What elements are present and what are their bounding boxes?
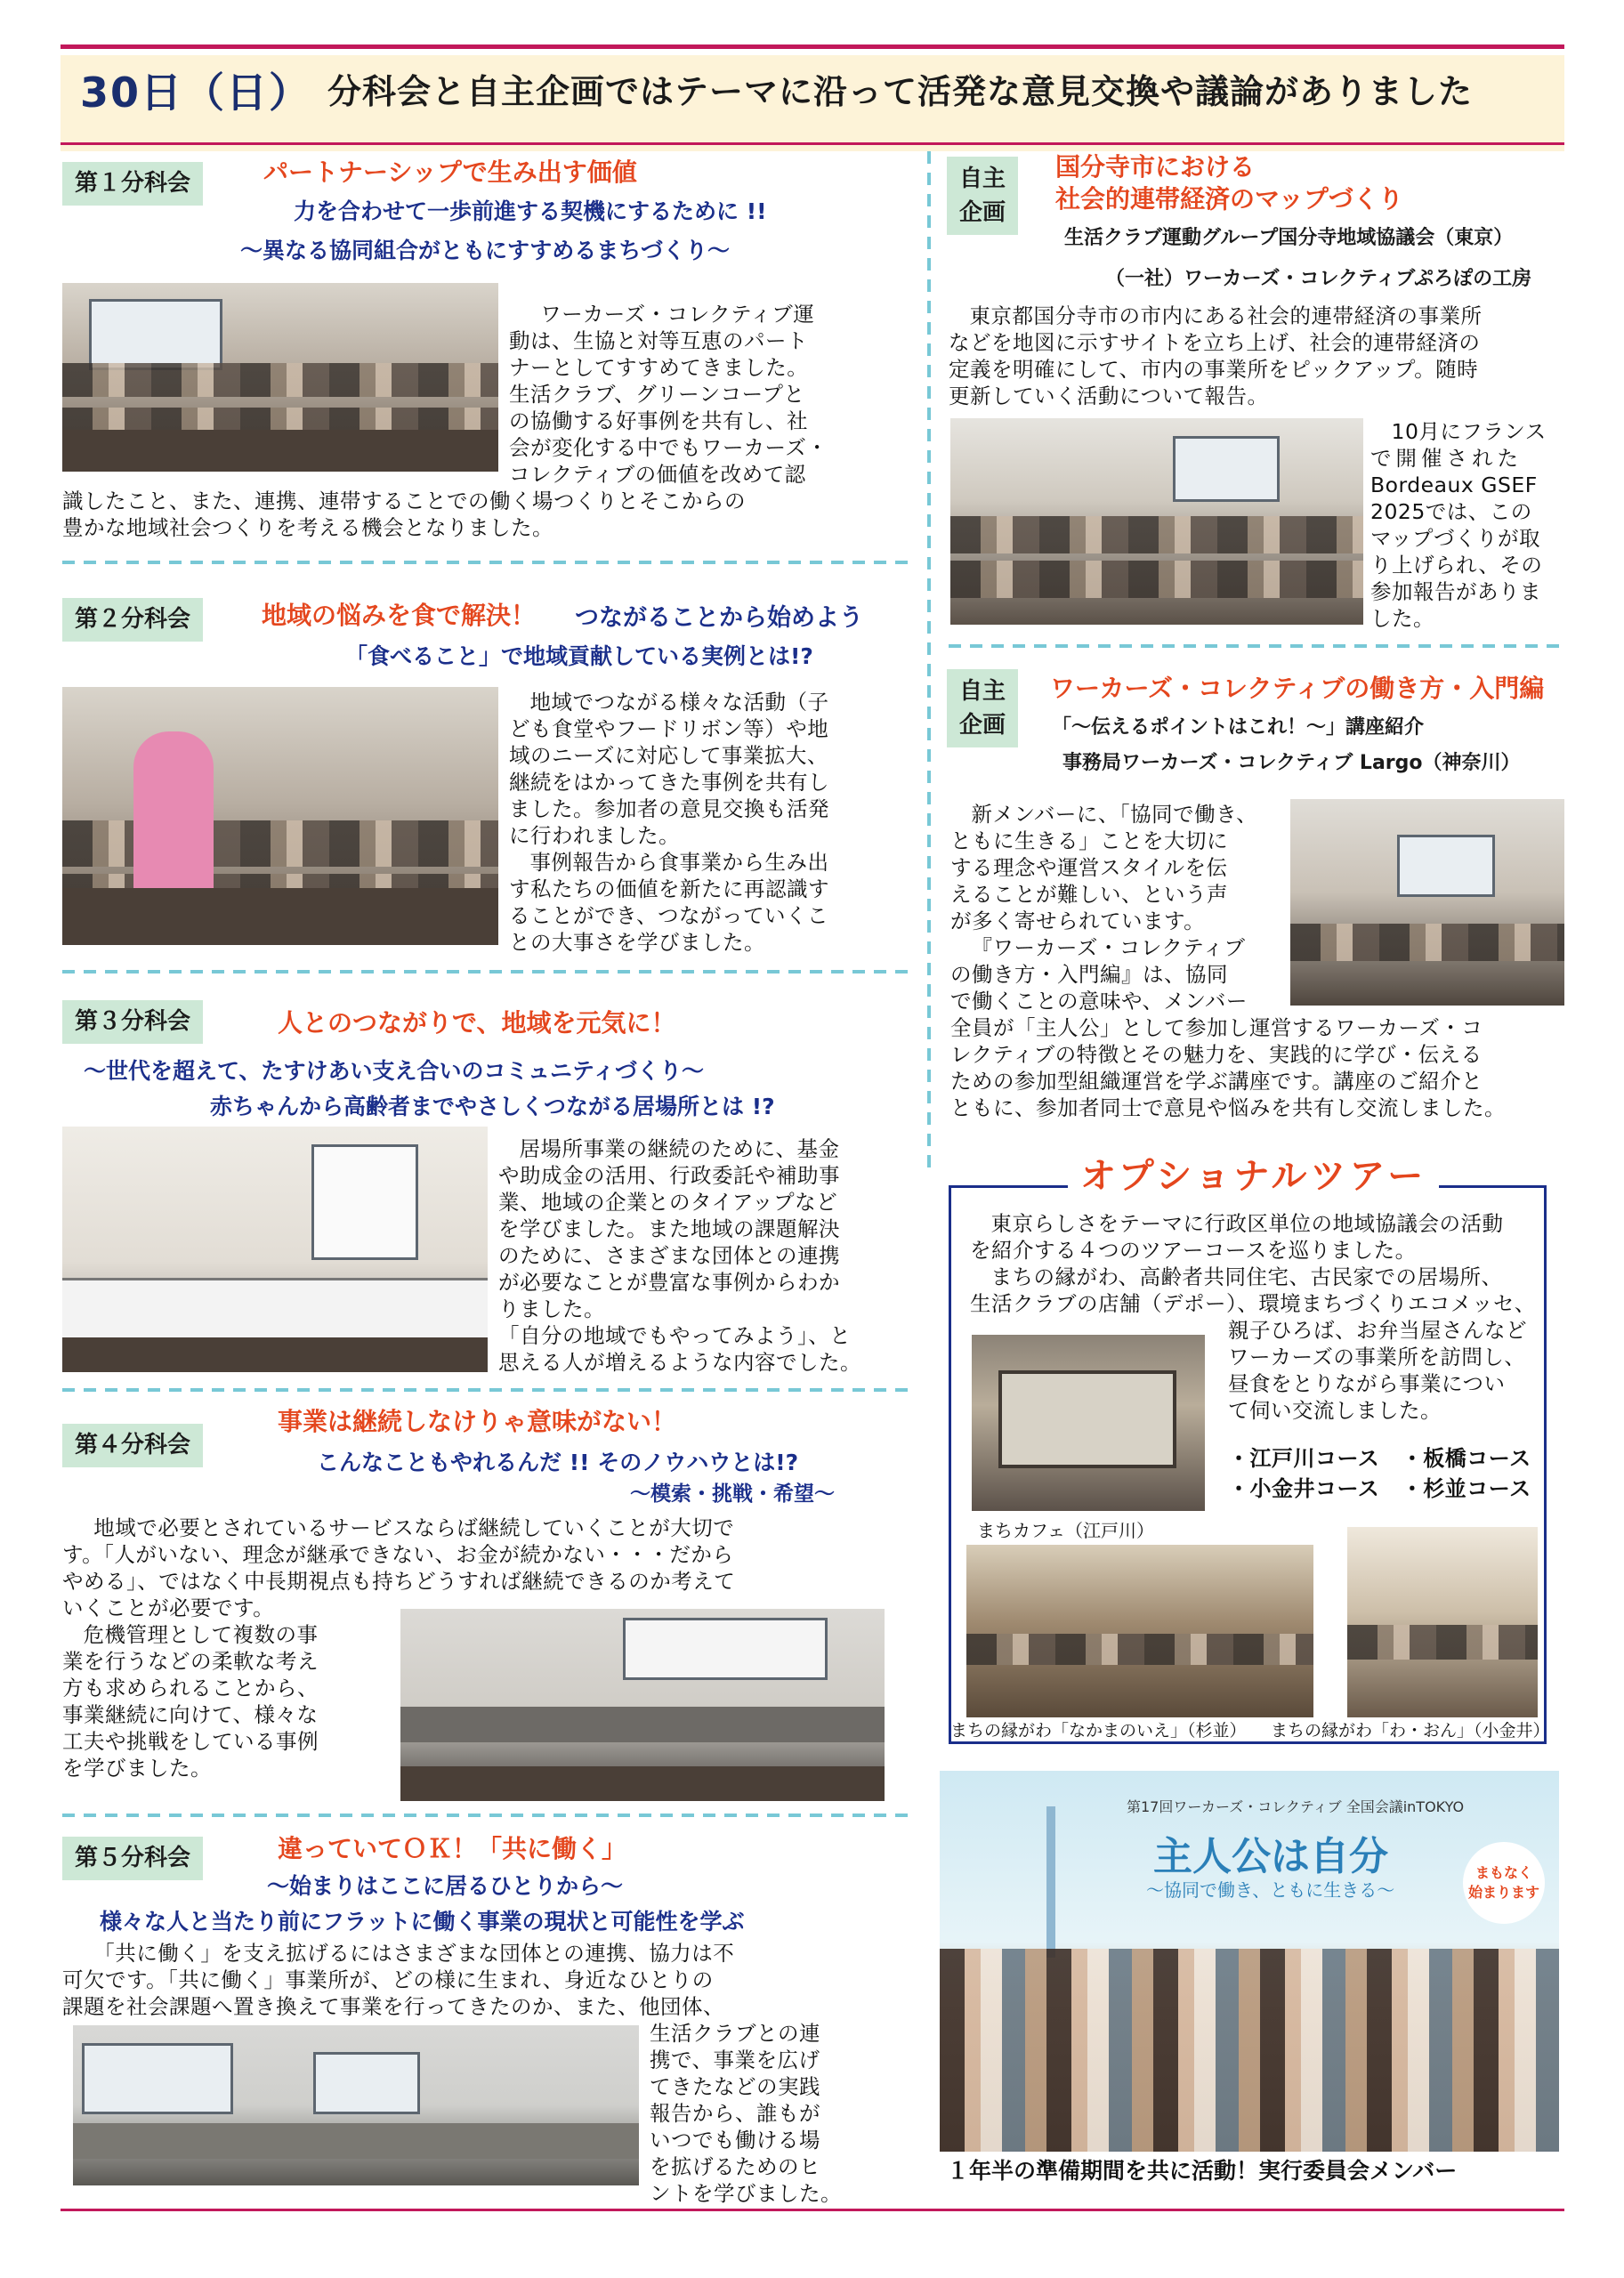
course-suginami: ・杉並コース — [1401, 1476, 1531, 1501]
s1-label: 第１分科会 — [62, 162, 203, 206]
s4-label: 第４分科会 — [62, 1424, 203, 1467]
course-itabashi: ・板橋コース — [1401, 1446, 1531, 1471]
tower-graphic — [1046, 1806, 1055, 1958]
group-photo — [940, 1771, 1559, 2152]
s1-title: パートナーシップで生み出す価値 — [263, 158, 637, 187]
s1-subtitle-1: 力を合わせて一歩前進する契機にするために !! — [294, 198, 767, 224]
tour-caption-3: まちの縁がわ「わ・おん」（小金井） — [1271, 1721, 1550, 1741]
banner-main-text: 主人公は自分 — [1153, 1834, 1388, 1879]
s1-body: ワーカーズ・コレクティブ運 動は、生協と対等互恵のパート ナーとしてすすめてきました。 生活クラブ、グリーンコープと の協働する好事例を共有し、社 会が変化する中でもワーカーズ・ コレクティブの価値を改めて認 — [509, 302, 828, 487]
s5-title: 違っていてＯＫ！「共に働く」 — [278, 1834, 627, 1863]
s3-title: 人とのつながりで、地域を元気に！ — [278, 1008, 676, 1038]
j1-divider — [949, 644, 1563, 648]
s2-body: 地域でつながる様々な活動（子 ども食堂やフードリボン等）や地 域のニーズに対応して事業拡大、 継続をはかってきた事例を共有し ました。参加者の意見交換も活発 に行われました。 事例報告から食事業から生み出 す私たちの価値を新たに再認識す ることができ、つながっていくこ との大事さを学びました。 — [509, 690, 829, 955]
s5-body: 生活クラブとの連 携で、事業を広げ てきたなどの実践 報告から、誰もが いつでも働ける場 を拡げるためのヒ ントを学びました。 — [650, 2021, 842, 2206]
s3-body: 居場所事業の継続のために、基金 や助成金の活用、行政委託や補助事 業、地域の企業とのタイアップなど を学びました。また地域の課題解決 のために、さまざまな団体との連携 が必要なことが豊富な事例からわか りました。 「自分の地域でもやってみよう」、と 思える人が増えるような内容でした。 — [498, 1136, 861, 1375]
s1-body-wide: 識したこと、また、連携、連帯することでの働く場つくりとそこからの 豊かな地域社会つくりを考える機会となりました。 — [62, 489, 746, 540]
s4-photo — [400, 1609, 885, 1801]
tour-photo-1 — [972, 1335, 1205, 1511]
header-title: 分科会と自主企画ではテーマに沿って活発な意見交換や議論がありました — [327, 72, 1474, 111]
group-caption: １年半の準備期間を共に活動！実行委員会メンバー — [947, 2158, 1458, 2184]
tour-courses — [1228, 1443, 1548, 1504]
j2-org: 事務局ワーカーズ・コレクティブ Largo（神奈川） — [1062, 752, 1521, 774]
header-bottom-rule — [61, 142, 1564, 145]
header-date: 30日（日） — [80, 69, 312, 117]
s4-subtitle-1: こんなこともやれるんだ !! そのノウハウとは!? — [317, 1450, 799, 1475]
tour-title: オプショナルツアー — [1068, 1148, 1439, 1199]
j2-title: ワーカーズ・コレクティブの働き方・入門編 — [1050, 674, 1545, 703]
banner-sub-text: ～協同で働き、ともに生きる～ — [1146, 1879, 1395, 1901]
course-edogawa: ・江戸川コース — [1228, 1446, 1380, 1471]
s2-title-red: 地域の悩みを食で解決！ — [262, 601, 537, 630]
s2-label: 第２分科会 — [62, 598, 203, 642]
s5-photo — [73, 2025, 639, 2185]
j2-label: 自主 企画 — [947, 669, 1018, 747]
s5-label: 第５分科会 — [62, 1837, 203, 1880]
tour-body-wide: 東京らしさをテーマに行政区単位の地域協議会の活動 を紹介する４つのツアーコースを巡りました。 まちの縁がわ、高齢者共同住宅、古民家での居場所、 生活クラブの店舗（デポー）、環境まちづくりエコメッセ、 — [970, 1211, 1536, 1316]
s3-label: 第３分科会 — [62, 1000, 203, 1044]
course-koganei: ・小金井コース — [1228, 1476, 1380, 1501]
s5-subtitle-2: 様々な人と当たり前にフラットに働く事業の現状と可能性を学ぶ — [100, 1909, 745, 1935]
j2-photo — [1290, 799, 1564, 1006]
s4-divider — [62, 1814, 908, 1817]
tour-caption-2: まちの縁がわ「なかまのいえ」（杉並） — [950, 1721, 1247, 1741]
s4-subtitle-2: ～模索・挑戦・希望～ — [630, 1482, 835, 1506]
s2-divider — [62, 970, 908, 973]
j1-body: 10月にフランス で開催された Bordeaux GSEF 2025では、この マップづくりが取 り上げられ、その 参加報告がありま した。 — [1370, 419, 1547, 631]
s2-photo — [62, 687, 498, 945]
s5-body-wide: 「共に働く」を支え拡げるにはさまざまな団体との連携、協力は不 可欠です。「共に働く」事業所が、どの様に生まれ、身近なひとりの 課題を社会課題へ置き換えて事業を行ってきたのか、また、他団体、 — [62, 1941, 735, 2019]
s2-subtitle: 「食べること」で地域貢献している実例とは!? — [345, 643, 813, 669]
s2-title-blue: つながることから始めよう — [575, 604, 863, 632]
j1-org-2: （一社）ワーカーズ・コレクティブぷろぽの工房 — [1105, 268, 1532, 290]
j1-title-1: 国分寺市における — [1055, 152, 1256, 182]
s3-subtitle-2: 赤ちゃんから高齢者までやさしくつながる居場所とは !? — [210, 1094, 775, 1119]
s4-body: 危機管理として複数の事 業を行うなどの柔軟な考え 方も求められることから、 事業継続に向けて、様々な 工夫や挑戦をしている事例 を学びました。 — [62, 1622, 319, 1781]
s4-body-wide: 地域で必要とされているサービスならば継続していくことが大切で す。「人がいない、理念が継承できない、お金が続かない・・・だから やめる」、ではなく中長期視点も持ちどうすれば継続できるのか考えて いくことが必要です。 — [62, 1515, 736, 1620]
s3-subtitle-1: ～世代を超えて、たすけあい支え合いのコミュニティづくり～ — [84, 1058, 705, 1084]
s1-divider — [62, 561, 908, 564]
bottom-rule — [61, 2209, 1564, 2211]
j2-body-wide: 全員が「主人公」として参加し運営するワーカーズ・コ レクティブの特徴とその魅力を、実践的に学び・伝える ための参加型組織運営を学ぶ講座です。講座のご紹介と ともに、参加者同士で意見や悩みを共有し交流しました。 — [950, 1015, 1506, 1120]
group-people — [940, 1949, 1559, 2152]
j1-title-2: 社会的連帯経済のマップづくり — [1055, 184, 1403, 214]
banner-soon: まもなく 始まります — [1463, 1842, 1545, 1924]
j1-photo — [950, 418, 1363, 625]
tour-photo-2 — [966, 1545, 1313, 1717]
tour-photo-3 — [1347, 1527, 1538, 1717]
tour-body: 親子ひろば、お弁当屋さんなど ワーカーズの事業所を訪問し、 昼食をとりながら事業につい て伺い交流しました。 — [1228, 1318, 1527, 1423]
s3-photo — [62, 1127, 488, 1372]
j1-label: 自主 企画 — [947, 157, 1018, 235]
j1-body-wide: 東京都国分寺市の市内にある社会的連帯経済の事業所 などを地図に示すサイトを立ち上げ、社会的連帯経済の 定義を明確にして、市内の事業所をピックアップ。随時 更新していく活動について報告。 — [949, 303, 1483, 408]
j2-body: 新メンバーに、「協同で働き、 ともに生きる」ことを大切に する理念や運営スタイルを伝 えることが難しい、という声 が多く寄せられています。 『ワーカーズ・コレクティブ の働き方・入門編』は、協同 で働くことの意味や、メンバー — [950, 802, 1258, 1014]
s4-title: 事業は継続しなけりゃ意味がない！ — [278, 1407, 677, 1436]
top-rule — [61, 44, 1564, 49]
tour-caption-1: まちカフェ（江戸川） — [977, 1520, 1154, 1541]
j2-subtitle: 「～伝えるポイントはこれ！～」講座紹介 — [1052, 716, 1425, 739]
s3-divider — [62, 1388, 908, 1392]
s1-photo — [62, 283, 498, 472]
banner-small-text: 第17回ワーカーズ・コレクティブ 全国会議inTOKYO — [1127, 1798, 1465, 1815]
j1-org-1: 生活クラブ運動グループ国分寺地域協議会（東京） — [1064, 227, 1514, 249]
column-divider — [927, 151, 931, 1175]
s1-subtitle-2: ～異なる協同組合がともにすすめるまちづくり～ — [240, 238, 731, 263]
s5-subtitle-1: ～始まりはここに居るひとりから～ — [267, 1873, 624, 1899]
